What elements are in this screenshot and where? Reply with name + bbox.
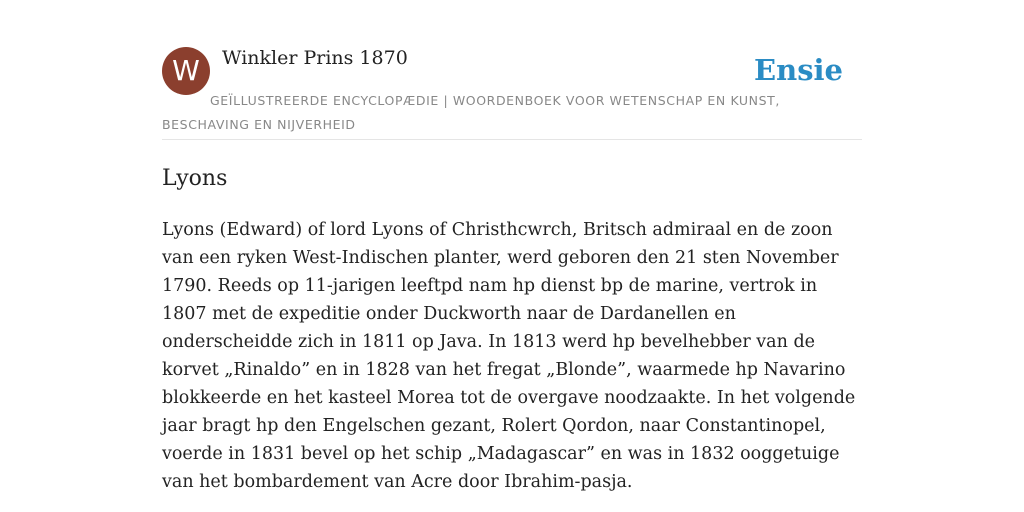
ensie-logo-link[interactable]: Ensie xyxy=(754,53,843,87)
entry-title: Lyons xyxy=(162,166,228,191)
header-divider xyxy=(162,139,862,140)
source-subtitle: GEÏLLUSTREERDE ENCYCLOPÆDIE | WOORDENBOEK VOOR WETENSCHAP EN KUNST, BESCHAVING EN NIJVERHEID xyxy=(162,93,780,132)
source-avatar[interactable]: W xyxy=(162,47,210,95)
entry-body: Lyons (Edward) of lord Lyons of Christhcwrch, Britsch admiraal en de zoon van een ryken West-Indischen planter, werd geboren den 21 sten November 1790. Reeds op 11-jarigen leeftpd nam hp dienst bp de marine, vertrok in 1807 met de expeditie onder Duckworth naar de Dardanellen en onderscheidde zich in 1811 op Java. In 1813 werd hp bevelhebber van de korvet „Rinaldo” en in 1828 van het fregat „Blonde”, waarmede hp Navarino blokkeerde en het kasteel Morea tot de overgave noodzaakte. In het volgende jaar bragt hp den Engelschen gezant, Rolert Qordon, naar Constantinopel, voerde in 1831 bevel op het schip „Madagascar” en was in 1832 ooggetuige van het bombardement van Acre door Ibrahim-pasja. xyxy=(162,220,856,492)
source-title-link[interactable]: Winkler Prins 1870 xyxy=(222,47,408,69)
